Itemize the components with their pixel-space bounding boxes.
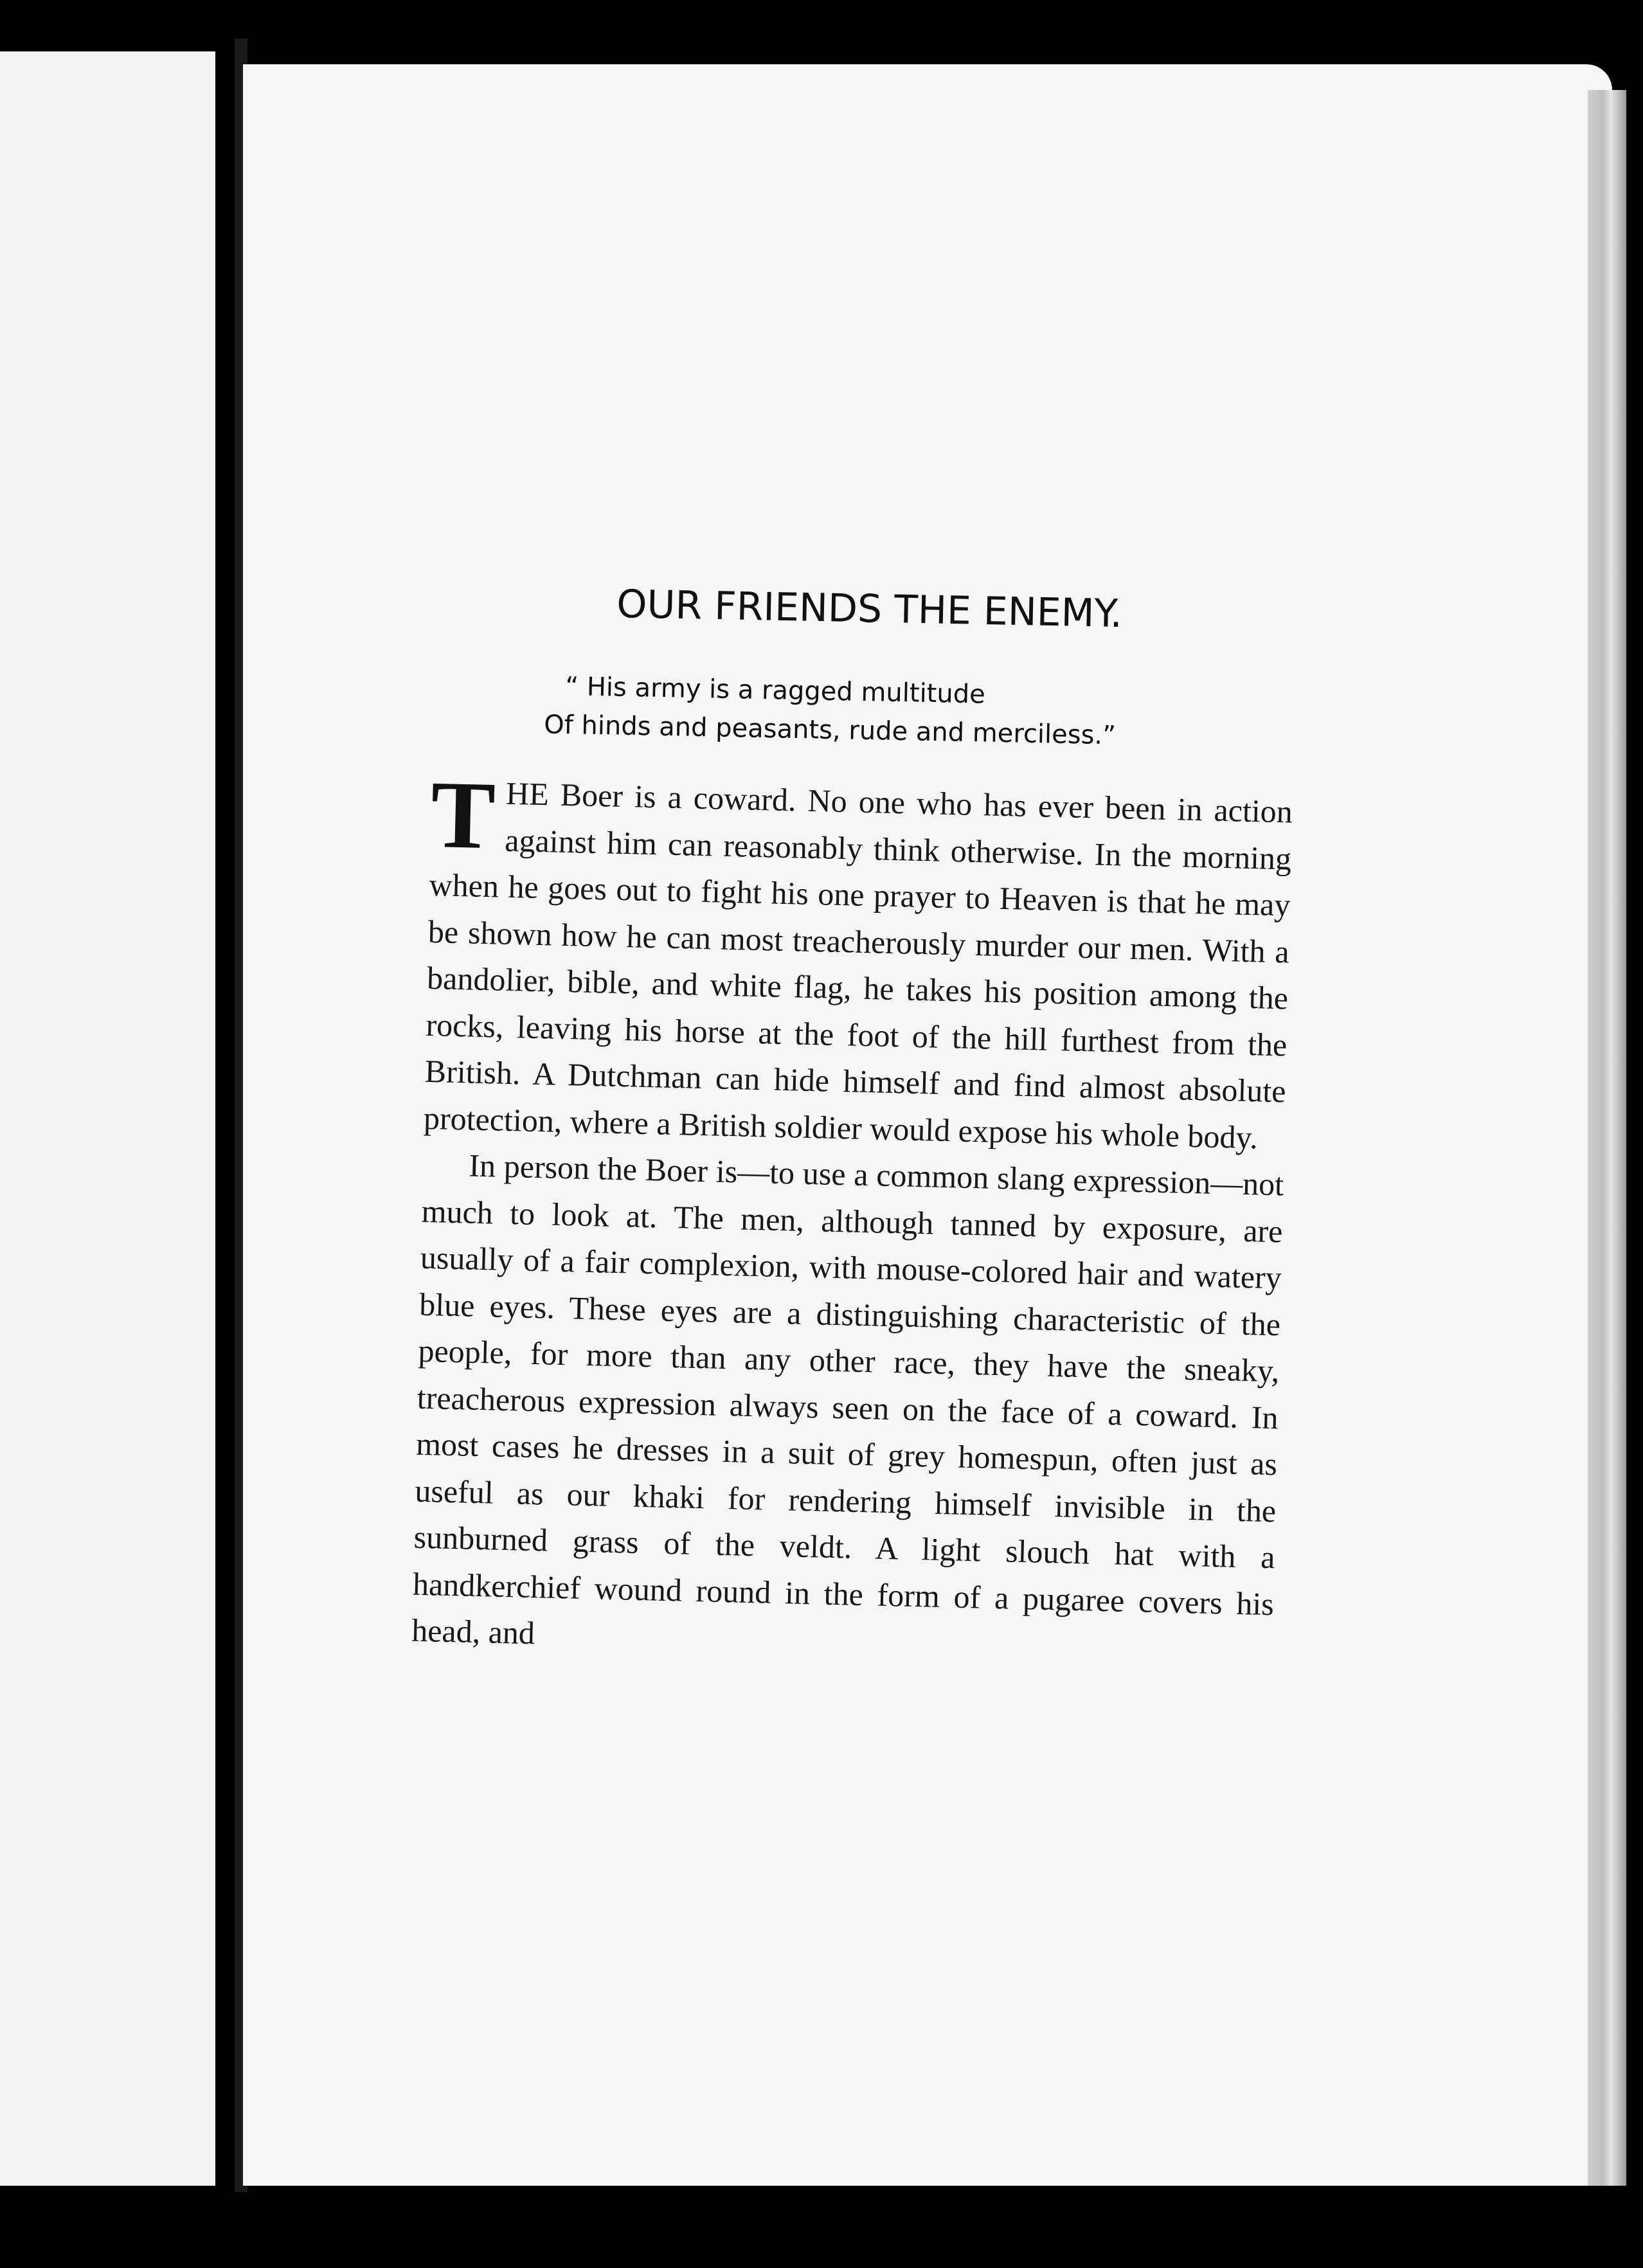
chapter-title: OUR FRIENDS THE ENEMY. bbox=[616, 582, 1123, 637]
paragraph-2: In person the Boer is—to use a common slang expression—not much to look at. The men, although tanned by exposure, are usually of a fair complexion, with mouse-colored hair and watery blue eyes. These eyes are a distinguishing characteristic of the people, for more than any other race, they have the sneaky, treacherous expression always seen on the face of a coward. In most cases he dresses in a suit of grey homespun, often just as useful as our khaki for rendering himself invisible in the sunburned grass of the veldt. A light slouch hat with a handkerchief wound round in the form of a pugaree covers his head, and bbox=[411, 1147, 1284, 1652]
page-stack-edge bbox=[1588, 90, 1626, 2186]
epigraph-line-2: Of hinds and peasants, rude and merciless.” bbox=[543, 710, 1117, 751]
book-spine bbox=[215, 64, 235, 2186]
left-page-edge bbox=[0, 51, 215, 2186]
drop-cap: T bbox=[429, 761, 497, 870]
body-text bbox=[411, 761, 1293, 1674]
epigraph-line-1: “ His army is a ragged multitude bbox=[564, 671, 986, 710]
paragraph-1-text: HE Boer is a coward. No one who has ever been in action against him can reasonably think otherwise. In the morning when he goes out to fight his one prayer to Heaven is that he may be shown how he can most treacherously murder our men. With a bandolier, bible, and white flag, he takes his position among the rocks, leaving his horse at the foot of the hill furthest from the British. A Dutchman can hide himself and find almost absolute protection, where a British soldier would expose his whole body. bbox=[423, 775, 1293, 1155]
epigraph bbox=[543, 667, 1208, 757]
paragraph-1 bbox=[423, 761, 1293, 1161]
